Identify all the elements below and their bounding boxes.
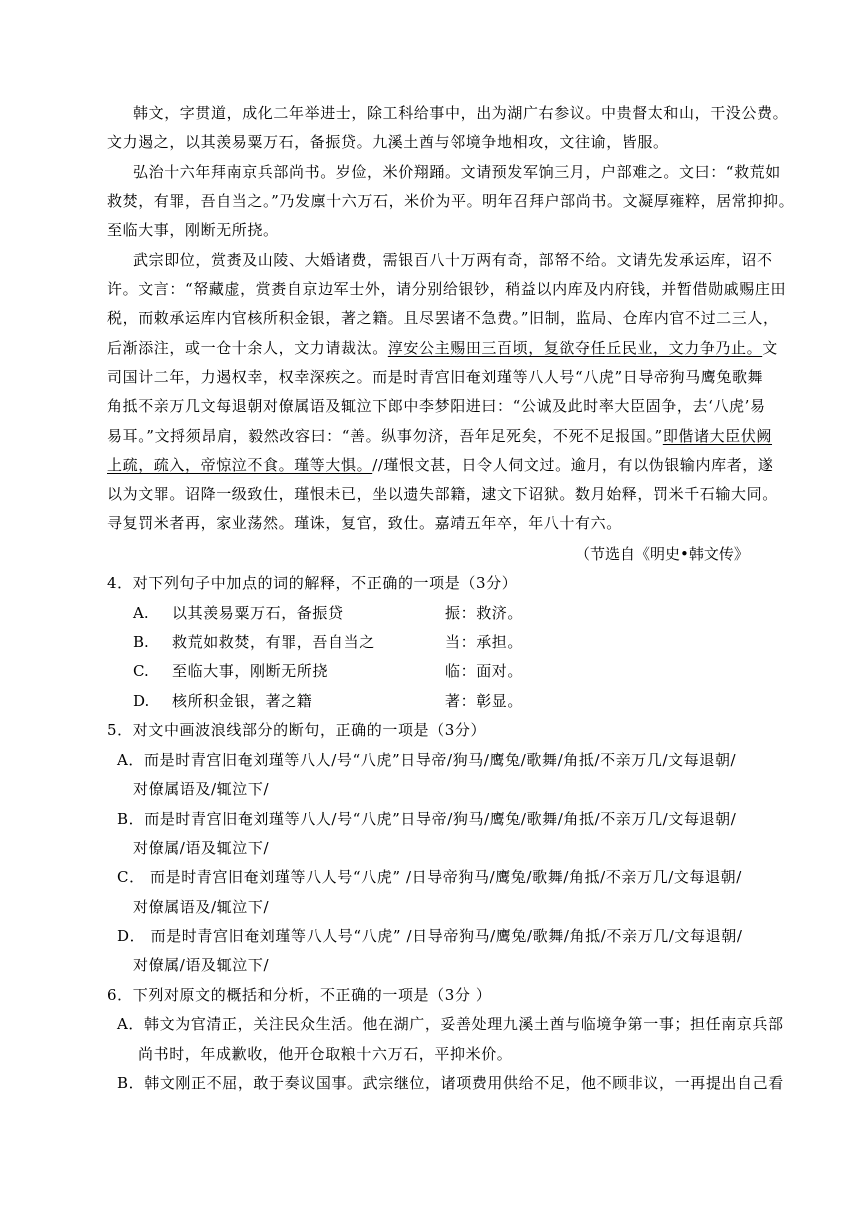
passage-line: 韩文，字贯道，成化二年举进士，除工科给事中，出为湖广右参议。中贵督太和山，干没公费。 <box>133 104 789 122</box>
underlined-sentence: 淳安公主赐田三百顷，复欲夺任丘民业，文力争乃止。 <box>387 339 763 357</box>
q4-option-gloss: 振：救济。 <box>445 604 524 622</box>
q4-option-letter: B. <box>133 633 149 651</box>
q6-option-b: B．韩文刚正不屈，敢于奏议国事。武宗继位，诸项费用供给不足，他不顾非议，一再提出自己看 <box>117 1074 784 1092</box>
passage-line: 角抵不亲万几文每退朝对僚属语及辄泣下郎中李梦阳进曰：“公诚及此时率大臣固争，去‘八虎’易 <box>107 397 766 415</box>
passage-line: 文力遏之，以其羡易粟万石，备振贷。九溪土酋与邻境争地相攻，文往谕，皆服。 <box>107 133 669 151</box>
passage-line: 武宗即位，赏赉及山陵、大婚诸费，需银百八十万两有奇，部帑不给。文请先发承运库，诏不 <box>133 251 773 269</box>
q5-option-c: C． 而是时青宫旧奄刘瑾等八人号“八虎” /日导帝狗马/鹰兔/歌舞/角抵/不亲万几/文每退朝/ <box>117 868 742 886</box>
q5-option-a: A．而是时青宫旧奄刘瑾等八人/号“八虎”日导帝/狗马/鹰兔/歌舞/角抵/不亲万几/文每退朝/ <box>117 751 737 769</box>
passage-text: //瑾恨文甚，日令人伺文过。逾月，有以伪银输内库者，遂 <box>372 456 774 474</box>
passage-line: 救焚，有罪，吾自当之。”乃发廪十六万石，米价为平。明年召拜户部尚书。文凝厚雍粹，居常抑抑。 <box>107 192 795 210</box>
passage-line: 至临大事，刚断无所挠。 <box>107 221 279 239</box>
q4-option-letter: D. <box>133 692 150 710</box>
q4-option-gloss: 临：面对。 <box>445 662 524 680</box>
q6-option-a: A．韩文为官清正，关注民众生活。他在湖广，妥善处理九溪土酋与临境争第一事；担任南京兵部 <box>117 1015 784 1033</box>
q4-option-letter: C. <box>133 662 149 680</box>
passage-text: 易耳。”文捋须昂肩，毅然改容曰：“善。纵事勿济，吾年足死矣，不死不足报国。” <box>107 427 663 445</box>
q4-option-text: 救荒如救焚，有罪，吾自当之 <box>172 633 375 651</box>
question-6-stem: 6．下列对原文的概括和分析，不正确的一项是（3分 ） <box>107 986 492 1004</box>
passage-text: 后渐添注，或一仓十余人，文力请裁汰。 <box>107 339 388 357</box>
question-4-stem: 4．对下列句子中加点的词的解释，不正确的一项是（3分） <box>107 574 518 592</box>
underlined-sentence: 上疏，疏入，帝惊泣不食。瑾等大惧。 <box>107 456 373 474</box>
q4-option-gloss: 当：承担。 <box>445 633 524 651</box>
q4-option-text: 核所积金银，著之籍 <box>172 692 313 710</box>
passage-line: 寻复罚米者再，家业荡然。瑾诛，复官，致仕。嘉靖五年卒，年八十有六。 <box>107 514 622 532</box>
q5-option-b: B．而是时青宫旧奄刘瑾等八人/号“八虎”日导帝/狗马/鹰兔/歌舞/角抵/不亲万几/文每退朝/ <box>117 810 737 828</box>
passage-line: 税，而敕承运库内官核所积金银，著之籍。且尽罢诸不急费。”旧制，监局、仓库内官不过二三人， <box>107 309 779 327</box>
q5-option-a-cont: 对僚属语及/辄泣下/ <box>133 780 270 798</box>
passage-line <box>107 426 773 446</box>
q6-option-a-cont: 尚书时，年成歉收，他开仓取粮十六万石，平抑米价。 <box>138 1045 513 1063</box>
q5-option-d-cont: 对僚属/语及辄泣下/ <box>133 956 270 974</box>
q4-option-text: 以其羡易粟万石，备振贷 <box>172 604 344 622</box>
q4-option-text: 至临大事，刚断无所挠 <box>172 662 329 680</box>
passage-line: 弘治十六年拜南京兵部尚书。岁俭，米价翔踊。文请预发军饷三月，户部难之。文曰：“救荒如 <box>133 163 781 181</box>
underlined-sentence: 即偕诸大臣伏阙 <box>662 427 773 445</box>
question-5-stem: 5．对文中画波浪线部分的断句，正确的一项是（3分） <box>107 721 487 739</box>
q4-option-gloss: 著：彰显。 <box>445 692 524 710</box>
q5-option-b-cont: 对僚属/语及辄泣下/ <box>133 839 270 857</box>
q4-option-letter: A. <box>133 604 149 622</box>
passage-line <box>107 338 778 358</box>
passage-line: 以为文罪。诏降一级致仕，瑾恨未已，坐以遗失部籍，逮文下诏狱。数月始释，罚米千石输大同。 <box>107 485 778 503</box>
q5-option-d: D． 而是时青宫旧奄刘瑾等八人号“八虎” /日导帝狗马/鹰兔/歌舞/角抵/不亲万几/文每退朝/ <box>117 927 743 945</box>
passage-line: 许。文言：“帑藏虚，赏赉自京边军士外，请分别给银钞，稍益以内库及内府钱，并暂借勋戚赐庄田 <box>107 280 787 298</box>
passage-line <box>107 455 774 475</box>
source-citation: （节选自《明史•韩文传》 <box>575 545 749 563</box>
q5-option-c-cont: 对僚属语及/辄泣下/ <box>133 898 270 916</box>
passage-line: 司国计二年，力遏权幸，权幸深疾之。而是时青宫旧奄刘瑾等八人号“八虎”日导帝狗马鹰兔歌舞 <box>107 368 764 386</box>
passage-text: 文 <box>762 339 778 357</box>
